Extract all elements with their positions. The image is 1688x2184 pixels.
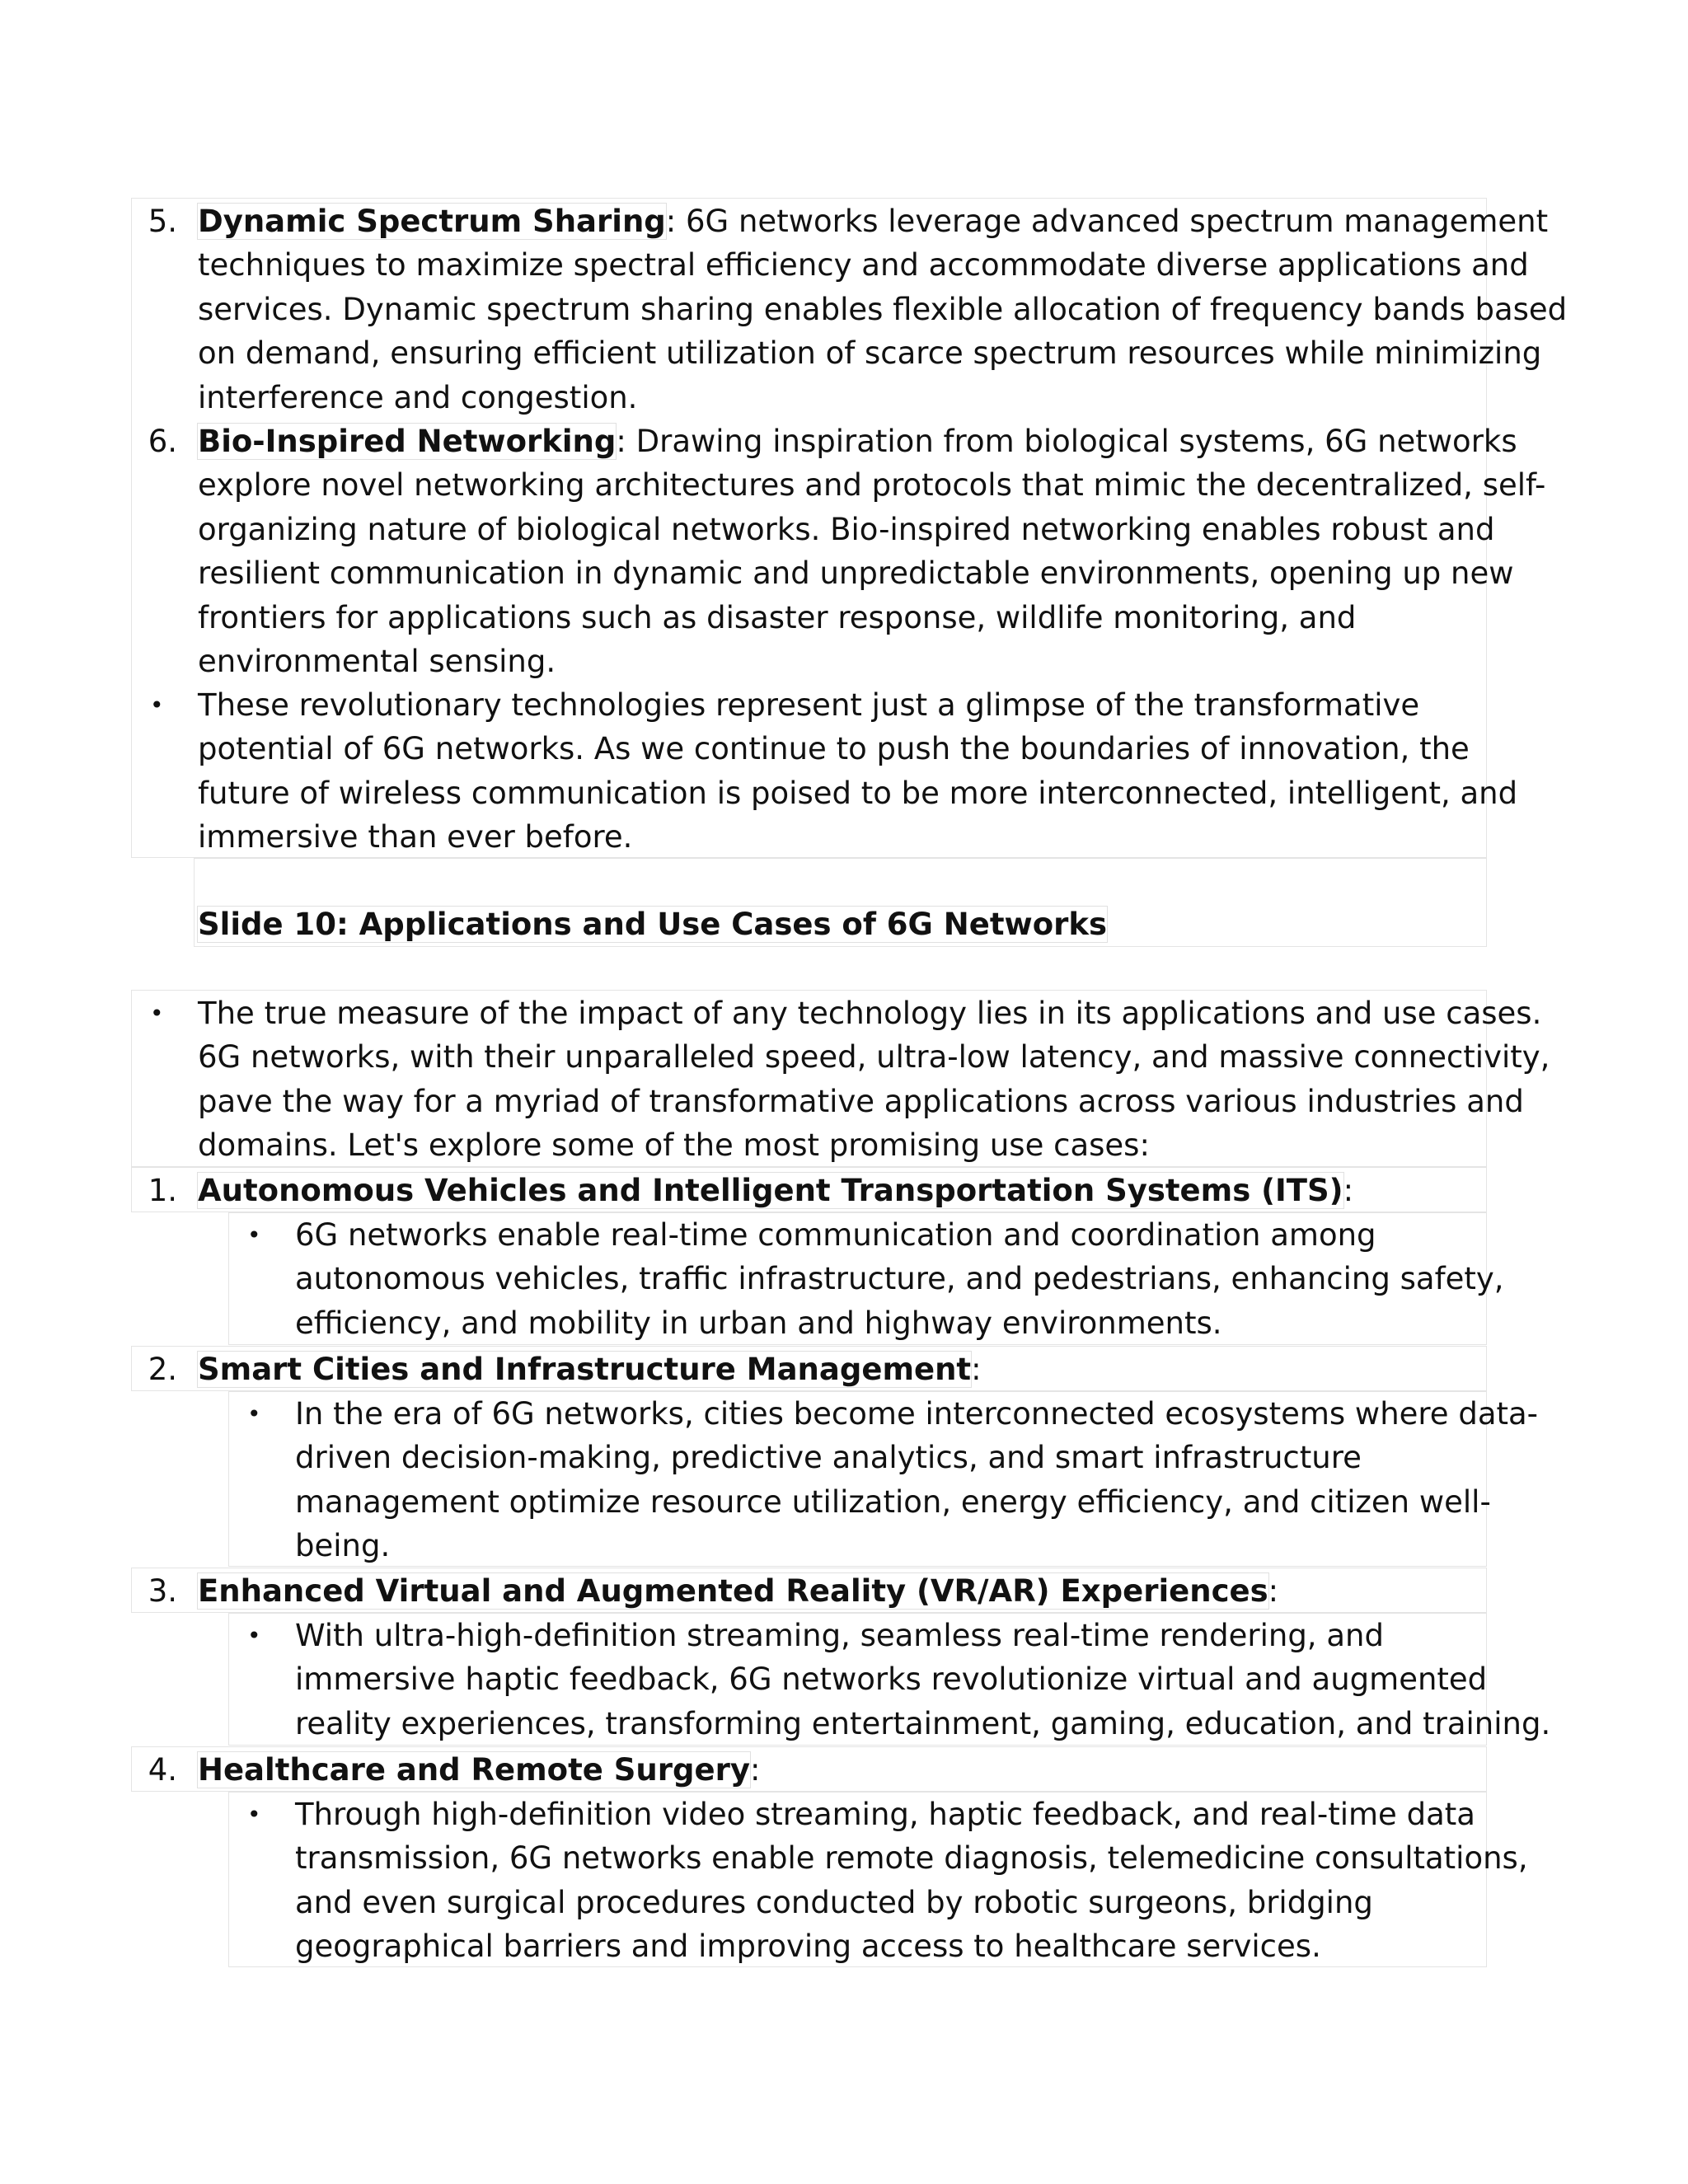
text-line: immersive than ever before. <box>198 819 633 855</box>
bullet-item-summary <box>198 683 1517 860</box>
text-line: frontiers for applications such as disaster response, wildlife monitoring, and <box>198 599 1357 635</box>
list-number: 1. <box>148 1173 177 1208</box>
use-case-detail <box>295 1392 1538 1568</box>
list-number: 5. <box>148 204 177 239</box>
text-line: organizing nature of biological networks. Bio-inspired networking enables robust and <box>198 511 1495 547</box>
text-line: domains. Let's explore some of the most promising use cases: <box>198 1127 1150 1164</box>
slide-heading <box>198 902 1107 946</box>
use-case-term: Healthcare and Remote Surgery <box>198 1752 750 1788</box>
text-line: geographical barriers and improving access to healthcare services. <box>295 1929 1321 1965</box>
list-item-dynamic-spectrum <box>198 199 1567 419</box>
text-line: These revolutionary technologies represent just a glimpse of the transformative <box>198 687 1420 723</box>
text-line: With ultra-high-definition streaming, seamless real-time rendering, and <box>295 1618 1384 1653</box>
text-line: and even surgical procedures conducted by robotic surgeons, bridging <box>295 1884 1373 1920</box>
list-number: 2. <box>148 1352 177 1387</box>
bullet-icon: • <box>247 1622 261 1649</box>
bullet-icon: • <box>150 691 164 719</box>
use-case-title <box>198 1169 1353 1212</box>
term-bio-inspired-networking: Bio-Inspired Networking <box>198 424 617 459</box>
use-case-term: Smart Cities and Infrastructure Management <box>198 1352 972 1387</box>
use-case-suffix: : <box>1343 1173 1354 1208</box>
text-line: services. Dynamic spectrum sharing enables flexible allocation of frequency bands based <box>198 291 1568 327</box>
bullet-icon: • <box>247 1801 261 1828</box>
use-case-detail <box>295 1213 1504 1345</box>
list-number: 6. <box>148 424 177 459</box>
text-line: techniques to maximize spectral efficiency and accommodate diverse applications and <box>198 247 1529 284</box>
use-case-detail <box>295 1614 1550 1746</box>
text-line: 6G networks, with their unparalleled speed, ultra-low latency, and massive connectivity, <box>198 1039 1550 1076</box>
text-line: efficiency, and mobility in urban and highway environments. <box>295 1305 1222 1341</box>
use-case-suffix: : <box>971 1352 982 1387</box>
term-dynamic-spectrum-sharing: Dynamic Spectrum Sharing <box>198 204 666 239</box>
text-line: reality experiences, transforming entertainment, gaming, education, and training. <box>295 1705 1551 1741</box>
bullet-icon: • <box>150 1000 164 1027</box>
text-line: driven decision-making, predictive analytics, and smart infrastructure <box>295 1440 1362 1476</box>
use-case-detail <box>295 1793 1528 1969</box>
text-line: In the era of 6G networks, cities become interconnected ecosystems where data- <box>295 1396 1539 1432</box>
text-line: being. <box>295 1528 391 1564</box>
text-line: : 6G networks leverage advanced spectrum management <box>665 204 1549 239</box>
use-case-suffix: : <box>749 1752 761 1788</box>
text-line: potential of 6G networks. As we continue to push the boundaries of innovation, the <box>198 731 1470 767</box>
bullet-icon: • <box>247 1400 261 1427</box>
text-line: autonomous vehicles, traffic infrastructure, and pedestrians, enhancing safety, <box>295 1261 1504 1297</box>
text-line: immersive haptic feedback, 6G networks revolutionize virtual and augmented <box>295 1661 1488 1698</box>
use-case-term: Autonomous Vehicles and Intelligent Transportation Systems (ITS) <box>198 1173 1343 1208</box>
text-line: on demand, ensuring efficient utilization of scarce spectrum resources while minimizing <box>198 335 1542 372</box>
text-line: Through high-definition video streaming, haptic feedback, and real-time data <box>295 1797 1475 1832</box>
text-line: 6G networks enable real-time communication and coordination among <box>295 1217 1376 1253</box>
text-line: pave the way for a myriad of transformative applications across various industries and <box>198 1083 1524 1119</box>
list-number: 4. <box>148 1752 177 1788</box>
text-line: resilient communication in dynamic and unpredictable environments, opening up new <box>198 555 1514 592</box>
intro-paragraph <box>198 991 1550 1168</box>
text-line: transmission, 6G networks enable remote diagnosis, telemedicine consultations, <box>295 1840 1528 1877</box>
text-line: future of wireless communication is poised to be more interconnected, intelligent, and <box>198 775 1518 811</box>
list-item-bio-inspired <box>198 419 1545 683</box>
use-case-title <box>198 1748 760 1792</box>
text-line: explore novel networking architectures and protocols that mimic the decentralized, self- <box>198 467 1546 504</box>
use-case-suffix: : <box>1268 1573 1279 1609</box>
bullet-icon: • <box>247 1221 261 1249</box>
text-line: interference and congestion. <box>198 379 638 415</box>
text-line: : Drawing inspiration from biological systems, 6G networks <box>616 424 1517 459</box>
text-line: environmental sensing. <box>198 643 556 679</box>
use-case-term: Enhanced Virtual and Augmented Reality (VR/AR) Experiences <box>198 1573 1268 1609</box>
text-line: The true measure of the impact of any technology lies in its applications and use cases. <box>198 996 1542 1031</box>
use-case-title <box>198 1347 982 1391</box>
list-number: 3. <box>148 1573 177 1609</box>
slide-heading-text: Slide 10: Applications and Use Cases of 6G Networks <box>198 907 1108 942</box>
text-line: management optimize resource utilization, energy efficiency, and citizen well- <box>295 1483 1491 1520</box>
use-case-title <box>198 1569 1278 1613</box>
